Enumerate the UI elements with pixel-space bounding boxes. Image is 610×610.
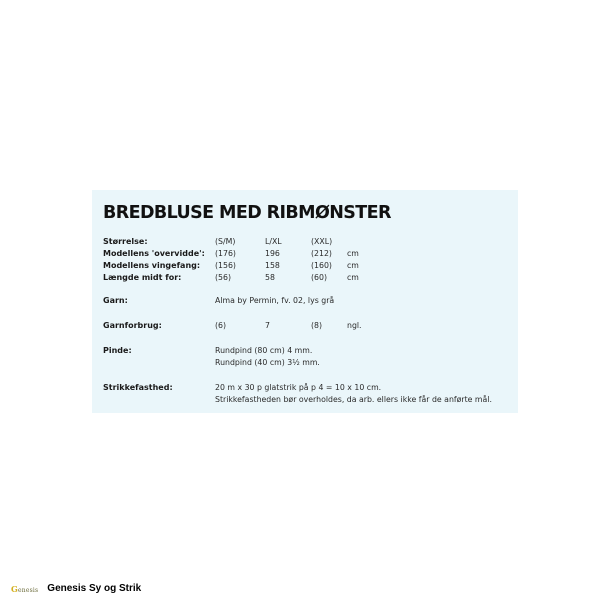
garnforbrug-value-1: (6) bbox=[215, 321, 227, 330]
size-value-3: (XXL) bbox=[311, 237, 333, 246]
size-value-2: L/XL bbox=[265, 237, 282, 246]
size-label: Størrelse: bbox=[103, 237, 148, 246]
laengde-unit: cm bbox=[347, 273, 359, 282]
size-value-1: (S/M) bbox=[215, 237, 236, 246]
pinde-line-2: Rundpind (40 cm) 3½ mm. bbox=[215, 358, 320, 367]
vingefang-label: Modellens vingefang: bbox=[103, 261, 201, 270]
strikkefasthed-line-2: Strikkefastheden bør overholdes, da arb. ellers ikke får de anførte mål. bbox=[215, 395, 492, 404]
overvidde-value-1: (176) bbox=[215, 249, 236, 258]
laengde-value-2: 58 bbox=[265, 273, 275, 282]
overvidde-label: Modellens 'overvidde': bbox=[103, 249, 205, 258]
garnforbrug-unit: ngl. bbox=[347, 321, 362, 330]
garnforbrug-label: Garnforbrug: bbox=[103, 321, 162, 330]
pattern-title: BREDBLUSE MED RIBMØNSTER bbox=[103, 203, 391, 223]
garnforbrug-value-3: (8) bbox=[311, 321, 323, 330]
vingefang-value-1: (156) bbox=[215, 261, 236, 270]
garnforbrug-value-2: 7 bbox=[265, 321, 270, 330]
footer-branding bbox=[11, 583, 141, 594]
overvidde-value-3: (212) bbox=[311, 249, 332, 258]
overvidde-unit: cm bbox=[347, 249, 359, 258]
laengde-value-3: (60) bbox=[311, 273, 328, 282]
garn-value: Alma by Permin, fv. 02, lys grå bbox=[215, 296, 335, 305]
genesis-logo-icon: Genesis bbox=[11, 583, 39, 594]
vingefang-value-2: 158 bbox=[265, 261, 280, 270]
vingefang-value-3: (160) bbox=[311, 261, 332, 270]
brand-name: Genesis Sy og Strik bbox=[47, 583, 142, 594]
laengde-value-1: (56) bbox=[215, 273, 232, 282]
overvidde-value-2: 196 bbox=[265, 249, 280, 258]
strikkefasthed-label: Strikkefasthed: bbox=[103, 383, 173, 392]
laengde-label: Længde midt for: bbox=[103, 273, 182, 282]
garn-label: Garn: bbox=[103, 296, 128, 305]
strikkefasthed-line-1: 20 m x 30 p glatstrik på p 4 = 10 x 10 cm. bbox=[215, 383, 382, 392]
pinde-label: Pinde: bbox=[103, 346, 132, 355]
pinde-line-1: Rundpind (80 cm) 4 mm. bbox=[215, 346, 313, 355]
vingefang-unit: cm bbox=[347, 261, 359, 270]
